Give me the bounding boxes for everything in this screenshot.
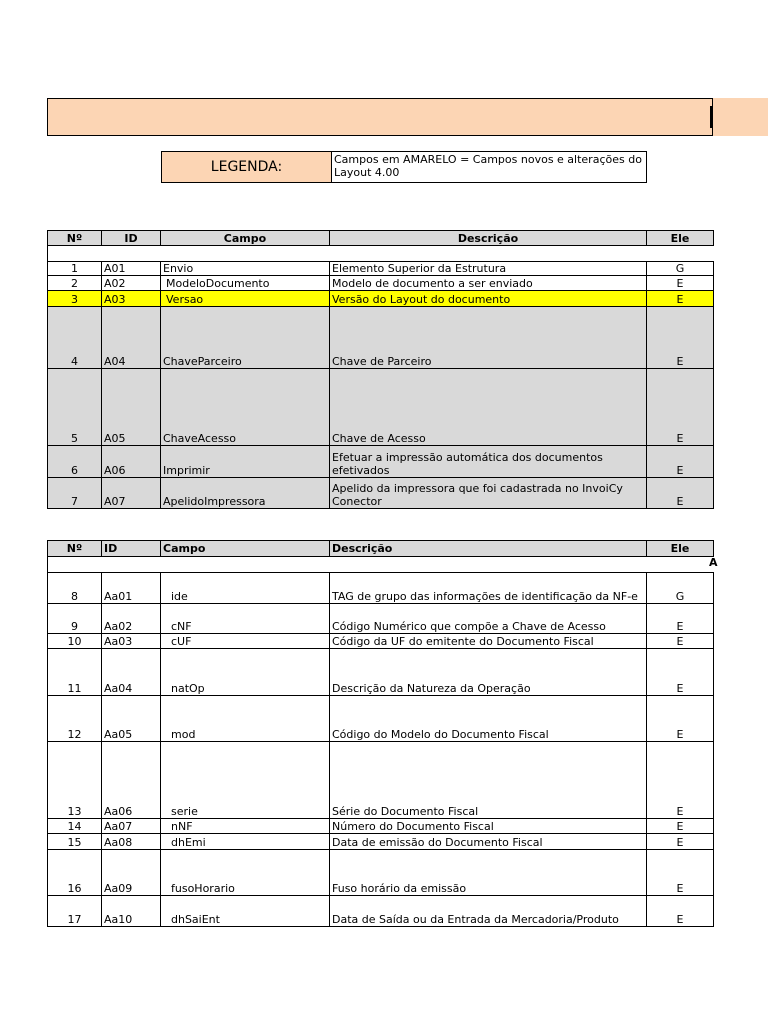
cell-id: Aa06 (102, 742, 161, 819)
cell-n: 11 (48, 649, 102, 696)
cell-campo: dhEmi (161, 834, 330, 850)
cell-ele: E (647, 276, 714, 291)
cell-n: 9 (48, 604, 102, 634)
cell-campo: Envio (161, 262, 330, 276)
header-id: ID (102, 541, 161, 557)
table-row (48, 649, 714, 696)
header-descricao: Descrição (330, 231, 647, 246)
table-row (48, 604, 714, 634)
cell-id: Aa05 (102, 696, 161, 742)
header-descricao: Descrição (330, 541, 647, 557)
cell-n: 14 (48, 819, 102, 834)
table-row-highlighted (48, 291, 714, 307)
cell-campo: Versao (161, 291, 330, 307)
table-row (48, 478, 714, 509)
table-row (48, 573, 714, 604)
table-row (48, 850, 714, 896)
cell-ele: E (647, 369, 714, 446)
cell-descricao: Chave de Parceiro (330, 307, 647, 369)
cell-n: 17 (48, 896, 102, 927)
legend-label: LEGENDA: (162, 152, 332, 182)
cell-campo: natOp (161, 649, 330, 696)
cell-ele: E (647, 850, 714, 896)
title-banner-overflow (713, 98, 768, 136)
cell-descricao: Efetuar a impressão automática dos documentos efetivados (330, 446, 647, 478)
table-row (48, 834, 714, 850)
cell-id: Aa04 (102, 649, 161, 696)
header-ele: Ele (647, 541, 714, 557)
cell-campo: fusoHorario (161, 850, 330, 896)
legend-text: Campos em AMARELO = Campos novos e alterações do Layout 4.00 (334, 153, 642, 179)
spacer-row (48, 557, 714, 573)
table-envio (47, 230, 714, 509)
cell-id: A05 (102, 369, 161, 446)
cell-id: A03 (102, 291, 161, 307)
table-row (48, 742, 714, 819)
table-row (48, 307, 714, 369)
cell-id: A01 (102, 262, 161, 276)
cell-n: 12 (48, 696, 102, 742)
header-ele: Ele (647, 231, 714, 246)
cell-descricao: Modelo de documento a ser enviado (330, 276, 647, 291)
cell-ele: E (647, 896, 714, 927)
cell-descricao: Data de Saída ou da Entrada da Mercadoria/Produto (330, 896, 647, 927)
table-row (48, 896, 714, 927)
table-row (48, 696, 714, 742)
table-header-row (48, 231, 714, 246)
cell-descricao: Número do Documento Fiscal (330, 819, 647, 834)
cell-ele: E (647, 649, 714, 696)
cell-descricao: Apelido da impressora que foi cadastrada no InvoiCy Conector (330, 478, 647, 509)
table-row (48, 276, 714, 291)
cell-ele: E (647, 819, 714, 834)
cell-campo: dhSaiEnt (161, 896, 330, 927)
banner-text-cursor (710, 106, 712, 128)
cell-campo: ModeloDocumento (161, 276, 330, 291)
cell-n: 1 (48, 262, 102, 276)
cell-ele: E (647, 604, 714, 634)
cell-n: 7 (48, 478, 102, 509)
cell-descricao: Código Numérico que compõe a Chave de Acesso (330, 604, 647, 634)
header-campo: Campo (161, 541, 330, 557)
cell-campo: ChaveParceiro (161, 307, 330, 369)
table-header-row (48, 541, 714, 557)
cell-campo: serie (161, 742, 330, 819)
table-row (48, 819, 714, 834)
cell-n: 3 (48, 291, 102, 307)
cell-id: A02 (102, 276, 161, 291)
cell-descricao: Data de emissão do Documento Fiscal (330, 834, 647, 850)
cell-ele: E (647, 742, 714, 819)
cell-ele: G (647, 262, 714, 276)
cell-campo: nNF (161, 819, 330, 834)
cell-campo: Imprimir (161, 446, 330, 478)
cell-descricao: Código da UF do emitente do Documento Fiscal (330, 634, 647, 649)
cell-n: 6 (48, 446, 102, 478)
cell-id: A06 (102, 446, 161, 478)
spacer-row (48, 246, 714, 262)
cell-ele: E (647, 307, 714, 369)
table-row (48, 634, 714, 649)
cell-id: Aa09 (102, 850, 161, 896)
cell-descricao: Fuso horário da emissão (330, 850, 647, 896)
header-n: Nº (48, 231, 102, 246)
cell-campo: ide (161, 573, 330, 604)
cell-ele: E (647, 291, 714, 307)
title-banner (47, 98, 713, 136)
cell-campo: mod (161, 696, 330, 742)
cell-n: 8 (48, 573, 102, 604)
header-n: Nº (48, 541, 102, 557)
cell-descricao: Série do Documento Fiscal (330, 742, 647, 819)
cell-descricao: Elemento Superior da Estrutura (330, 262, 647, 276)
cell-id: Aa07 (102, 819, 161, 834)
cell-campo: ApelidoImpressora (161, 478, 330, 509)
cell-ele: E (647, 634, 714, 649)
cell-id: A07 (102, 478, 161, 509)
cell-descricao: Versão do Layout do documento (330, 291, 647, 307)
cell-descricao: Código do Modelo do Documento Fiscal (330, 696, 647, 742)
cell-ele: G (647, 573, 714, 604)
cell-n: 2 (48, 276, 102, 291)
cell-descricao: TAG de grupo das informações de identificação da NF-e (330, 573, 647, 604)
header-campo: Campo (161, 231, 330, 246)
table-ide (47, 540, 714, 927)
cell-descricao: Descrição da Natureza da Operação (330, 649, 647, 696)
header-id: ID (102, 231, 161, 246)
truncated-column-mark: A (709, 556, 718, 569)
cell-descricao: Chave de Acesso (330, 369, 647, 446)
table-row (48, 369, 714, 446)
cell-campo: cNF (161, 604, 330, 634)
cell-id: Aa01 (102, 573, 161, 604)
cell-ele: E (647, 696, 714, 742)
cell-campo: cUF (161, 634, 330, 649)
cell-n: 10 (48, 634, 102, 649)
cell-id: Aa03 (102, 634, 161, 649)
cell-ele: E (647, 834, 714, 850)
cell-n: 5 (48, 369, 102, 446)
cell-id: Aa10 (102, 896, 161, 927)
legend-box (161, 151, 647, 183)
cell-ele: E (647, 478, 714, 509)
table-row (48, 446, 714, 478)
cell-ele: E (647, 446, 714, 478)
cell-n: 13 (48, 742, 102, 819)
cell-id: Aa02 (102, 604, 161, 634)
cell-n: 4 (48, 307, 102, 369)
cell-id: A04 (102, 307, 161, 369)
cell-campo: ChaveAcesso (161, 369, 330, 446)
cell-id: Aa08 (102, 834, 161, 850)
cell-n: 16 (48, 850, 102, 896)
table-row (48, 262, 714, 276)
cell-n: 15 (48, 834, 102, 850)
